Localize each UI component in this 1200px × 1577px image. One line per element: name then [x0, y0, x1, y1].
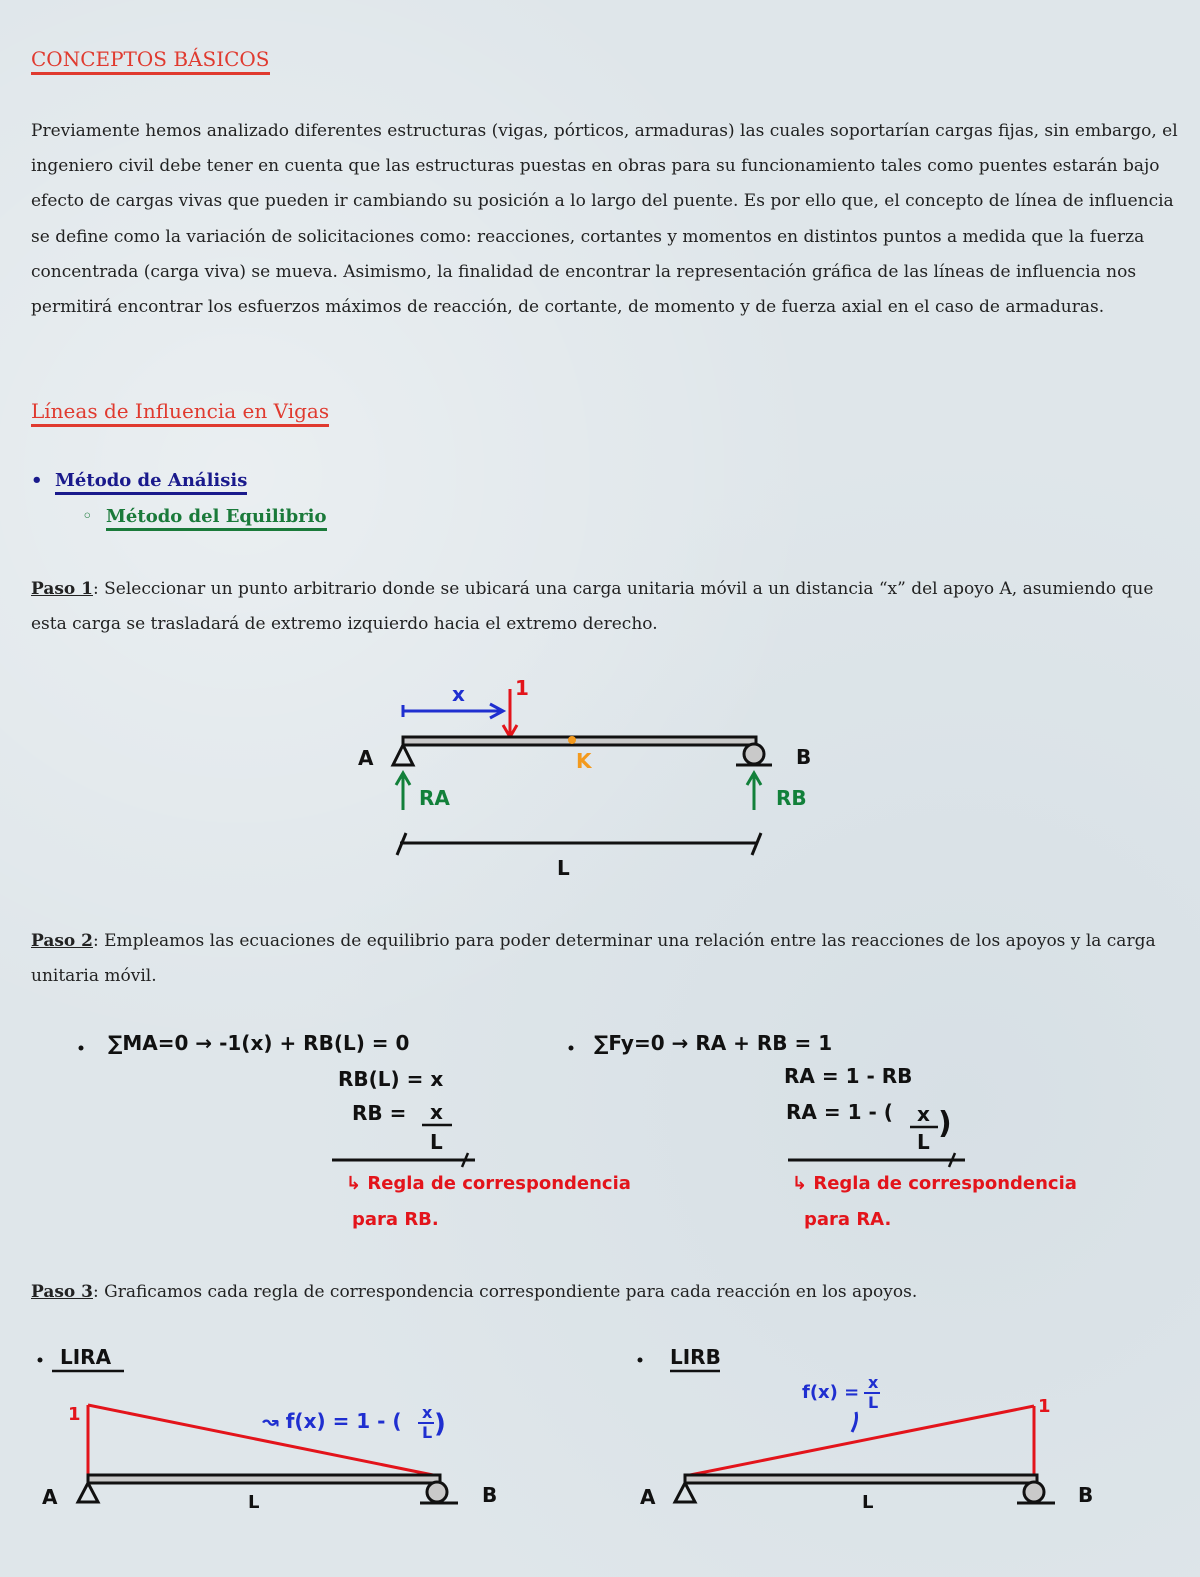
- note-regla-rb: ↳ Regla de correspondencia: [346, 1173, 631, 1194]
- pin-support-a: [393, 745, 413, 765]
- step-3: [31, 1275, 1181, 1310]
- il-ra-a-label: A: [42, 1485, 58, 1509]
- il-rb-pointer-arrow: [852, 1412, 857, 1432]
- equation-rb-times-l: RB(L) = x: [338, 1067, 444, 1091]
- note-regla-ra: ↳ Regla de correspondencia: [792, 1173, 1077, 1194]
- support-b-label: B: [796, 745, 812, 769]
- x-label: x: [452, 682, 465, 706]
- il-ra-roller-support: [427, 1482, 447, 1502]
- k-label: K: [576, 749, 592, 773]
- il-rb-b-label: B: [1078, 1483, 1094, 1507]
- roller-support-b: [744, 744, 764, 764]
- ra-label: RA: [419, 786, 450, 810]
- point-k: [568, 736, 576, 744]
- heading-conceptos-basicos: CONCEPTOS BÁSICOS: [31, 47, 270, 75]
- il-ra-frac-den: L: [422, 1423, 433, 1442]
- beam-diagram: [340, 665, 840, 895]
- bullet-metodo-equilibrio: [82, 505, 327, 529]
- fraction-denominator: L: [917, 1130, 930, 1154]
- il-rb-length-label: L: [862, 1492, 874, 1513]
- equation-bullet: [79, 1046, 84, 1051]
- step-text: : Graficamos cada regla de correspondencia correspondiente para cada reacción en los apoyos.: [93, 1282, 918, 1302]
- step-label: Paso 3: [31, 1282, 93, 1302]
- bullet-label: Método del Equilibrio: [106, 506, 327, 531]
- il-ra-formula: ↝ f(x) = 1 - (: [262, 1409, 402, 1433]
- fraction-denominator: L: [430, 1130, 443, 1154]
- il-rb-a-label: A: [640, 1485, 656, 1509]
- il-ra-frac-num: x: [422, 1403, 433, 1422]
- note-para-ra: para RA.: [804, 1209, 892, 1230]
- step-1: [31, 572, 1181, 642]
- closing-paren: ): [938, 1106, 952, 1141]
- rb-label: RB: [776, 786, 807, 810]
- il-ra-length-label: L: [248, 1492, 260, 1513]
- equilibrium-equations-left: [70, 1025, 630, 1240]
- il-ra-closing-paren: ): [434, 1409, 446, 1439]
- il-ra-beam: [88, 1475, 440, 1483]
- il-bullet: [638, 1358, 643, 1363]
- equation-rb: RB =: [352, 1101, 407, 1125]
- intro-paragraph: Previamente hemos analizado diferentes estructuras (vigas, pórticos, armaduras) las cuales soportarían cargas fijas, sin embargo, el ingeniero civil debe tener en cuenta que las estructuras puestas en obras para su funcionamiento tales como puentes estarán bajo efecto de cargas vivas que pueden ir cambiando su posición a lo largo del puente. Es por ello que, el concepto de línea de influencia se define como la variación de solicitaciones como: reacciones, cortantes y momentos en distintos puntos a medida que la fuerza concentrada (carga viva) se mueva. Asimismo, la finalidad de encontrar la representación gráfica de las líneas de influencia nos permitirá encontrar los esfuerzos máximos de reacción, de cortante, de momento y de fuerza axial en el caso de armaduras.: [31, 121, 1178, 318]
- il-rb-title: LIRB: [670, 1345, 721, 1369]
- step-2: [31, 924, 1181, 994]
- il-rb-pin-support: [675, 1483, 695, 1502]
- beam: [403, 737, 756, 745]
- equation-ra-1-minus-rb: RA = 1 - RB: [784, 1064, 913, 1088]
- equation-sum-forces: ∑Fy=0 → RA + RB = 1: [594, 1031, 833, 1055]
- equilibrium-equations-right: [560, 1025, 1080, 1240]
- il-ra-b-label: B: [482, 1483, 498, 1507]
- equation-sum-moments: ∑MA=0 → -1(x) + RB(L) = 0: [108, 1031, 410, 1055]
- bullet-metodo-analisis: [31, 469, 247, 493]
- bullet-dot: •: [31, 470, 43, 491]
- load-label: 1: [515, 676, 529, 700]
- influence-line-ra: [30, 1340, 500, 1520]
- bullet-label: Método de Análisis: [55, 470, 247, 495]
- il-rb-beam: [685, 1475, 1037, 1483]
- note-para-rb: para RB.: [352, 1209, 439, 1230]
- influence-line-rb: [630, 1340, 1100, 1520]
- il-rb-line: [685, 1406, 1034, 1476]
- il-rb-frac-num: x: [868, 1373, 879, 1392]
- support-a-label: A: [358, 746, 374, 770]
- step-text: : Empleamos las ecuaciones de equilibrio para poder determinar una relación entre las reacciones de los apoyos y la carga unitaria móvil.: [31, 931, 1156, 987]
- il-rb-value-label: 1: [1038, 1396, 1051, 1417]
- length-label: L: [557, 856, 570, 880]
- il-rb-formula: f(x) =: [802, 1382, 860, 1403]
- bullet-dot-hollow: ◦: [82, 506, 93, 527]
- heading-lineas-influencia: Líneas de Influencia en Vigas: [31, 399, 329, 427]
- il-ra-value-label: 1: [68, 1404, 81, 1425]
- il-rb-roller-support: [1024, 1482, 1044, 1502]
- il-ra-pin-support: [78, 1483, 98, 1502]
- step-label: Paso 1: [31, 579, 93, 599]
- step-text: : Seleccionar un punto arbitrario donde se ubicará una carga unitaria móvil a un distancia “x” del apoyo A, asumiendo que esta carga se trasladará de extremo izquierdo hacia el extremo derecho.: [31, 579, 1154, 635]
- step-label: Paso 2: [31, 931, 93, 951]
- equation-bullet: [569, 1046, 574, 1051]
- equation-ra: RA = 1 - (: [786, 1100, 893, 1124]
- il-rb-frac-den: L: [868, 1393, 879, 1412]
- il-ra-title: LIRA: [60, 1345, 112, 1369]
- il-bullet: [38, 1358, 43, 1363]
- fraction-numerator: x: [917, 1102, 930, 1126]
- fraction-numerator: x: [430, 1100, 443, 1124]
